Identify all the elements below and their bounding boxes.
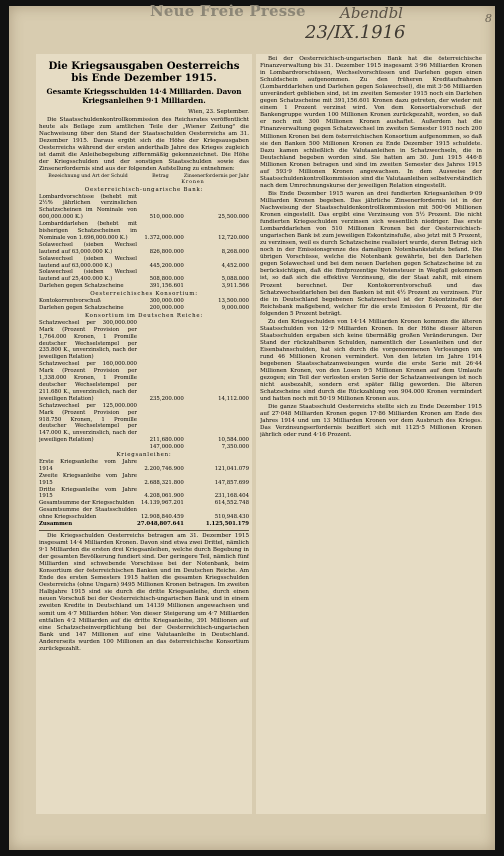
table-row <box>39 305 249 312</box>
table-row <box>39 269 249 283</box>
row-label: Solawechsel (sieben Wechsel lautend auf 63,000.000 K.) <box>39 241 137 255</box>
article-paragraph: Zu den Kriegsschulden von 14·14 Milliarden Kronen kommen die älteren Staatsschulden von 12·9 Milliarden Kronen. In der Höhe dieser älteren Staatsschulden ergaben sich keine übermäßig großen Veränderungen. Der Stand der rückzahlbaren Schulden, namentlich der Losanleihen und der Eisenbahnschulden, hat sich durch die vorgenommenen Verlosungen um rund 46 Millionen Kronen vermindert. Von den letzten im Jahre 1914 begebenen Staatsschatzanweisungen wurde die erste Serie mit 26·44 Millionen Kronen, von den Losen 9·5 Millionen Kronen auf dem Umlaufe gezogen; ein Teil der verlosten ersten Serie der Schatzanweisungen ist noch nicht ausbezahlt, sondern erst später fällig geworden. Die älteren Schatzscheine sind durch die Rückzahlung von 904.000 Kronen vermindert und hatten noch mit 50·19 Millionen Kronen aus. <box>260 318 482 403</box>
newspaper-masthead: Neue Freie Presse <box>150 2 306 20</box>
row-amount: 826,800.000 <box>149 248 184 255</box>
row-label: Darlehen gegen Schatzscheine <box>39 283 124 290</box>
section-label: Kriegsanleihen: <box>116 452 172 459</box>
row-amount: 510,000.000 <box>149 214 184 221</box>
row-interest: 8,268.000 <box>221 248 249 255</box>
row-label: Dritte Kriegsanleihe vom Jahre 1915 <box>39 486 137 500</box>
row-interest: 9,000.000 <box>221 305 249 312</box>
row-label: Lombardvorschüsse (behebt mit 2½% jährlichen verzinslichen Schatzscheinen im Nominale von 600,000.000 K.) <box>39 193 137 221</box>
table-row <box>39 256 249 270</box>
article-paragraph: Bei der Oesterreichisch-ungarischen Bank hat die österreichische Finanzverwaltung bis 31. Dezember 1915 insgesamt 3·96 Milliarden Kronen in Lombardvorschüssen, Wechselvorschüssen und Darlehen gegen einen Schuldschein aufgenommen. Zu den früheren Kreditaufnahmen (Lombarddarlehen und Darlehen gegen Solawechsel), die mit 3·56 Milliarden unverändert geblieben sind, ist im zweiten Semester 1915 noch ein Darlehen gegen Schatzscheine mit 391,156.601 Kronen dazu getreten, der wieder mit einem 1 Prozent verzinst wird. Von dem Konsortialvorschuß der Bankengruppe wurden 100 Millionen Kronen zurückgezahlt, worden, so daß er noch mit 300 Millionen Kronen aushaftet. Außerdem hat die Finanzverwaltung gegen Schatzwechsel im zweiten Semester 1915 noch 200 Millionen Kronen bei dem österreichischen Konsortium aufgenommen, so daß sie den Banken 500 Millionen Kronen zu Ende Dezember 1915 schuldete. Dazu kamen schließlich die Valutaanleihen in Schatzwechseln, die in Deutschland begeben worden sind. Sie hatten am 30. Juni 1915 446·8 Millionen Kronen betragen und sind im zweiten Semester des Jahres 1915 auf 593·9 Millionen Kronen angewachsen. In dem Ausweise der Staatsschuldenkontrollkommission sind die Valutaanleihen selbstverständlich nach dem Umrechnungskurse der jeweiligen Relation eingestellt. <box>260 56 482 189</box>
table-row <box>39 473 249 487</box>
article-paragraph: Die ganze Staatsschuld Oesterreichs stellte sich zu Ende Dezember 1915 auf 27·048 Milliarden Kronen gegen 17·86 Milliarden Kronen am Ende des Jahres 1914 und um 13 Milliarden Kronen vor dem Ausbruch des Krieges. Das Verzinsungserfordernis beziffert sich mit 1125·5 Millionen Kronen jährlich oder rund 4·16 Prozent. <box>260 404 482 439</box>
table-row <box>39 487 249 501</box>
header-interest: Zinsenerfordernis per Jahr <box>183 174 249 180</box>
article-paragraph: Die Kriegsschulden Oesterreichs betragen am 31. Dezember 1915 insgesamt 14·4 Milliarden Kronen. Davon sind etwa zwei Drittel, nämlich 9·1 Milliarden die ersten drei Kriegsanleihen, welche durch Begebung in der gesamten Bevölkerung fundiert sind. Der geringere Teil, nämlich fünf Milliarden sind schwebende Vorschüsse bei der Notenbank, beim Konsortium der österreichischen Banken und im Deutschen Reiche. Am Ende des ersten Semesters 1915 hatten die gesamten Kriegsschulden Oesterreichs (ohne Ungarn) 9495 Millionen Kronen betragen. Im zweiten Halbjahre 1915 sind sie durch die dritte Kriegsanleihe, durch einen neuen Vorschuß bei der Oesterreichisch-ungarischen Bank und in einem zweiten Kredite in Deutschland um 14139 Millionen angewachsen und somit um 4·7 Milliarden höher. Von dieser Steigerung um 4·7 Milliarden entfallen 4·2 Milliarden auf die dritte Kriegsanleihe, 391 Millionen auf eine Schatzscheinverpflichtung bei der Oesterreichisch-ungarischen Bank und 147 Millionen auf eine Valutaanleihe in Deutschland. Andererseits wurden 100 Millionen an das österreichische Konsortium zurückgezahlt. <box>39 533 249 652</box>
row-amount: 200,000.000 <box>149 305 184 312</box>
header-amount: Betrag <box>152 174 169 180</box>
row-interest: 121,041.079 <box>214 465 249 472</box>
header-unit: Kronen <box>181 180 205 186</box>
row-amount: 211,680.000 <box>149 437 184 444</box>
table-row <box>39 283 249 290</box>
left-paragraphs <box>39 533 249 653</box>
table-row <box>39 242 249 256</box>
row-label: Gesamtsumme der Staatsschulden ohne Kriegsschulden <box>39 507 137 521</box>
row-amount: 391,156.601 <box>149 283 184 290</box>
row-amount: 14.139,967.201 <box>140 500 184 507</box>
article-subheadline: Gesamte Kriegsschulden 14·4 Milliarden. Davon Kriegsanleihen 9·1 Milliarden. <box>46 87 242 105</box>
row-interest: 7,350.000 <box>221 444 249 451</box>
row-label: Schatzwechsel per 125,000.000 Mark (Prozent Provision per 918.750 Kronen, 1 Promille deutscher Wechselstempel per 147.000 K., unverzinslich, nach der jeweiligen Relation) <box>39 402 137 444</box>
row-label <box>39 444 137 451</box>
table-rule <box>39 530 249 531</box>
right-paragraphs <box>260 56 482 440</box>
row-interest: 4,452.000 <box>221 262 249 269</box>
row-interest: 231,168.404 <box>214 493 249 500</box>
row-amount: 27.048,807.641 <box>136 521 184 528</box>
row-label: Solawechsel (sieben Wechsel lautend auf 63,000.000 K.) <box>39 255 137 269</box>
row-interest: 5,088.000 <box>221 276 249 283</box>
row-label: Schatzwechsel per 300,000.000 Mark (Prozent Provision per 1,764.000 Kronen, 1 Promille deutscher Wechselstempel per 235.800 K., unverzinslich, nach der jeweiligen Relation) <box>39 319 137 361</box>
article-headline: Die Kriegsausgaben Oesterreichs bis Ende Dezember 1915. <box>48 60 240 84</box>
table-row <box>39 507 249 521</box>
table-row <box>39 361 249 402</box>
table-row <box>39 298 249 305</box>
row-amount: 1.372,000.000 <box>144 234 184 241</box>
row-label: Darlehen gegen Schatzscheine <box>39 305 124 312</box>
row-amount: 508,800.000 <box>149 276 184 283</box>
table-row <box>39 403 249 444</box>
article-dateline: Wien, 23. September. <box>188 109 249 115</box>
section-label: Oesterreichisches Konsortium: <box>90 291 198 298</box>
table-row <box>39 459 249 473</box>
row-label: Kontokorrentvorschuß <box>39 298 101 305</box>
header-label: Bezeichnung und Art der Schuld <box>48 174 128 180</box>
table-section-row <box>39 290 249 298</box>
table-row <box>39 444 249 451</box>
table-section-row <box>39 186 249 194</box>
row-interest: 12,720.000 <box>218 234 249 241</box>
table-row <box>39 221 249 242</box>
table-row <box>39 194 249 222</box>
row-label: Erste Kriegsanleihe vom Jahre 1914 <box>39 458 137 472</box>
row-amount: 300,000.000 <box>149 298 184 305</box>
article-intro: Die Staatsschuldenkontrollkommission des Reichsrates veröffentlicht heute als Beilage zum amtlichen Teile der „Wiener Zeitung" die Nachweisung über den Stand der Staatsschulden Oesterreichs am 31. Dezember 1915. Daraus ergibt sich die Höhe der Kriegsausgaben Oesterreichs während der ersten anderthalb Jahre des Krieges zugleich ist damit die Anleihebegebung ziffernmäßig gekennzeichnet. Die Höhe der Kriegsschulden und der sonstigen Staatsschulden sowie das Zinsenerfordernis sind aus der folgenden Aufstellung zu entnehmen: <box>39 117 249 173</box>
row-label: Schatzwechsel per 160,000.000 Mark (Prozent Provision per 1,338.000 Kronen, 1 Promille deutscher Wechselstempel per 211.680 K., unverzinslich, nach der jeweiligen Relation) <box>39 361 137 402</box>
row-amount: 235,200.000 <box>149 395 184 402</box>
table-section-row <box>39 451 249 459</box>
page-number: 8 <box>485 12 492 25</box>
table-section-row <box>39 312 249 320</box>
row-label: Zusammen <box>39 521 73 528</box>
section-label: Oesterreichisch-ungarische Bank: <box>84 186 204 193</box>
row-interest: 510,948.430 <box>214 514 249 521</box>
row-interest <box>184 320 249 361</box>
table-row <box>39 320 249 361</box>
article-paragraph: Bis Ende Dezember 1915 waren an drei fundierten Kriegsanleihen 9·09 Milliarden Kronen begeben. Das jährliche Zinsenerfordernis ist in der Nachweisung der Staatsschuldenkontrollkommission mit 500·06 Millionen Kronen eingestellt. Das ergibt eine Verzinsung von 5½ Prozent. Die nicht fundierten Kriegsschulden verzinsen sich wesentlich niedriger. Das erste Lombarddarlehen von 510 Millionen Kronen bei der Oesterreichisch-ungarischen Bank ist zum jeweiligen Eskontzinsfuße, also jetzt mit 5 Prozent, zu verzinsen, weil es durch Schatzscheine realisiert wurde, deren Betrag sich noch in der Emissionsgrenze des damaligen Notenbankstatuts befand. Die übrigen Vorschüsse, welche die Notenbank gewährte, bei den Darlehen gegen Solawechsel und bei dem neuen Darlehen gegen Schatzscheine ist zu berücksichtigen, daß die fünfprozentige Notensteuer in Wegfall gekommen ist, so daß sich die effektive Verzinsung, die der Staat zahlt, mit einem Prozent berechnet. Der Kontokorrentvorschuß und das Schatzwechseldarlehen bei den Banken ist mit 4½ Prozent zu verzinsen. Für die in Deutschland begebenen Schatzwechsel ist der Eskontzinsfuß der Reichsbank maßgebend, welcher für die erste Emission 6 Prozent, für die folgenden 5 Prozent beträgt. <box>260 190 482 317</box>
handwritten-edition-note: Abendbl <box>340 4 403 22</box>
article-column-left <box>39 56 249 810</box>
row-label: Zweite Kriegsanleihe vom Jahre 1915 <box>39 472 137 486</box>
row-interest: 14,112.000 <box>218 395 249 402</box>
row-label: Lombarddarlehen (behebt mit bisherigen Schatzscheinen im Nominale von 1.696,000.000 K.) <box>39 221 137 241</box>
row-interest: 614,552.748 <box>214 500 249 507</box>
row-interest: 10,584.000 <box>218 437 249 444</box>
row-interest: 13,500.000 <box>218 298 249 305</box>
row-amount: 147,000.000 <box>149 444 184 451</box>
debt-table <box>39 174 249 528</box>
row-amount: 4.208,061.900 <box>144 493 184 500</box>
row-amount: 445,200.000 <box>149 262 184 269</box>
row-amount <box>137 320 184 361</box>
handwritten-date: 23/IX.1916 <box>305 22 406 43</box>
row-interest: 3,911.566 <box>221 283 249 290</box>
row-amount: 2.688,321.800 <box>144 479 184 486</box>
row-amount: 2.200,746.900 <box>144 465 184 472</box>
section-label: Konsortium im Deutschen Reiche: <box>85 312 203 319</box>
row-amount: 12.908,840.459 <box>140 514 184 521</box>
row-label: Gesamtsumme der Kriegsschulden <box>39 500 135 507</box>
row-interest: 25,500.000 <box>218 214 249 221</box>
table-total-row <box>39 521 249 528</box>
row-label: Solawechsel (sieben Wechsel lautend auf 25,400.000 K.) <box>39 269 137 283</box>
row-interest: 1.125,501.179 <box>205 521 249 528</box>
article-column-right <box>260 56 482 810</box>
row-interest: 147,857.699 <box>214 479 249 486</box>
table-row <box>39 500 249 507</box>
